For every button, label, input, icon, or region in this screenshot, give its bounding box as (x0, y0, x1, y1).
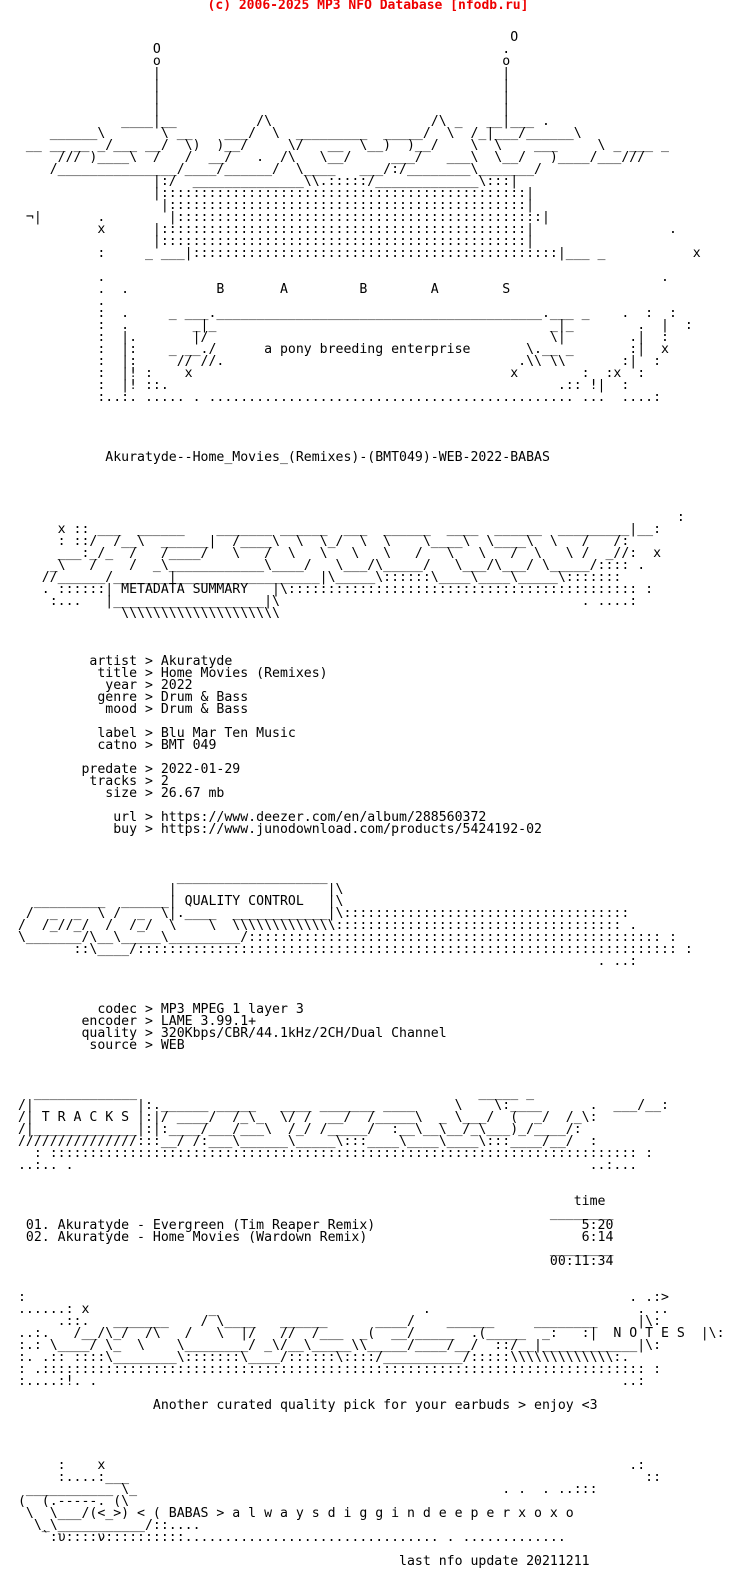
nfo-line: ___:_/_ / /____/ \ / \ \ \ \ / \ \ / \ \ / _//: x (10, 546, 662, 561)
nfo-line: /_______________/____/______/ \____ ___/:/________\_______/ (10, 162, 542, 177)
nfo-line: tracks > 2 (10, 774, 169, 789)
nfo-line: /// )____\ / / __/ . /\ \__/ ___/ ___\ \__/ )____/___/// (10, 150, 646, 165)
nfo-text (10, 8, 725, 1568)
nfo-line: title > Home Movies (Remixes) (10, 666, 328, 681)
nfo-line: |::::::::::::::::::::::::::::::::::::::::::::::| (10, 234, 535, 249)
nfo-line: ///////////////:::__/ /:___\______\_____\:::____\____\____\:::____/__/ : (10, 1134, 598, 1149)
nfo-line: __ __ __ _/___ __/ \) )__/ \/ __ \__) )__/ \ \ ___ \ _ ___ _ (10, 138, 669, 153)
nfo-line: x |::::::::::::::::::::::::::::::::::::::::::::::| . (10, 222, 677, 237)
nfo-line: artist > Akuratyde (10, 654, 233, 669)
nfo-line: | |\ (10, 882, 344, 897)
nfo-line: |::::::::::::::::::::::::::::::::::::::::::::::| (10, 186, 535, 201)
nfo-line: \_\___________/::.... (10, 1518, 201, 1533)
nfo-line: :... |___________________|\ . ....: (10, 594, 638, 609)
nfo-line: . ::::::| METADATA SUMMARY |\:::::::::::::::::::::::::::::::::::::::::::: : (10, 582, 654, 597)
nfo-line: ____|__ /\ /\ _ __|___ . (10, 114, 550, 129)
nfo-line: : |. |/ \| .| : (10, 330, 669, 345)
nfo-line: Another curated quality pick for your earbuds > enjoy <3 (10, 1398, 598, 1413)
nfo-line: |:::::::::::::::::::::::::::::::::::::::::::::| (10, 198, 535, 213)
nfo-line: ( (.-----. (\ (10, 1494, 130, 1509)
nfo-line: O (10, 30, 519, 45)
nfo-line: last nfo update 20211211 (10, 1554, 590, 1569)
nfo-line: . . (10, 270, 669, 285)
nfo-line: | | (10, 66, 511, 81)
nfo-line: url > https://www.deezer.com/en/album/288560372 (10, 810, 487, 825)
nfo-line: mood > Drum & Bass (10, 702, 249, 717)
nfo-line: ________ (10, 1206, 614, 1221)
nfo-line: :.: \____/ \_ \ \________/ _\/__\_____\\_____/____/__/ ::/__|____________|\: (10, 1338, 662, 1353)
nfo-line: ::\____/:::::::::::::::::::::::::::::::::::::::::::::::::::::::::::::::::::: : (10, 942, 693, 957)
nfo-line: : . .:> (10, 1290, 669, 1305)
nfo-line: 00:11:34 (10, 1254, 614, 1269)
nfo-line: | | (10, 102, 511, 117)
nfo-line: ______\ \ __ ___/ \ _________ _____/ \ /_|___/______\ (10, 126, 582, 141)
nfo-line: /|_____________|:|:____/___/___\ /_/ /_____/ :__\__\__/_\___)_/____/: (10, 1122, 582, 1137)
nfo-line: _\ / / _\____________\____/ \___/\_____/ \___/\___/ \_____/:::: . (10, 558, 646, 573)
nfo-line: o o (10, 54, 511, 69)
nfo-line: quality > 320Kbps/CBR/44.1kHz/2CH/Dual Channel (10, 1026, 447, 1041)
nfo-line: : ::/ /__\ ______| /____\ \ \_/ \ \ \____\ \____\ \ / /: (10, 534, 630, 549)
nfo-line: x :: ___ ______ _______ ______ ___ ______ ____ ______ _________|__: (10, 522, 662, 537)
nfo-line: :..:. ..... . .............................................. ... ....: (10, 390, 662, 405)
nfo-line: buy > https://www.junodownload.com/products/5424192-02 (10, 822, 542, 837)
nfo-line: //______/_______|__________________|\_____\::::::\____\____\_____\::::::: (10, 570, 622, 585)
nfo-line: ________ (10, 1242, 614, 1257)
nfo-line: predate > 2022-01-29 (10, 762, 241, 777)
nfo-line: .::. _______ / \____ ______ ____/ ______ ________ |\: (10, 1314, 662, 1329)
nfo-line: source > WEB (10, 1038, 185, 1053)
nfo-line: \\\\\\\\\\\\\\\\\\\\ (10, 606, 280, 621)
nfo-line: codec > MP3 MPEG 1 layer 3 (10, 1002, 304, 1017)
nfo-line: `:υ::::ν::::::::::................................ . ............. (10, 1530, 566, 1545)
nfo-line: ___________ \_ . . . ..::: (10, 1482, 598, 1497)
nfo-line: time (10, 1194, 606, 1209)
nfo-line: ..:.. . ..:... (10, 1158, 638, 1173)
nfo-line: : .:::::::::::::::::::::::::::::::::::::::::::::::::::::::::::::::::::::::::::: : (10, 1362, 662, 1377)
nfo-line: : . _ ___._________________________________________.___ _ . : : (10, 306, 677, 321)
nfo-line: :....:!. . ..: (10, 1374, 646, 1389)
nfo-line: year > 2022 (10, 678, 193, 693)
nfo-line: : _ ___|::::::::::::::::::::::::::::::::::::::::::::::|___ _ x (10, 246, 701, 261)
nfo-line: \ \___/(<_>) < ( BABAS > a l w a y s d i g g i n d e e p e r x o x o (10, 1506, 574, 1521)
nfo-line: ......: x _ . . .. (10, 1302, 669, 1317)
nfo-line: | | (10, 78, 511, 93)
nfo-line: / _ _ \ / _ \|.____ ____________|\:::::::::::::::::::::::::::::::::::: (10, 906, 630, 921)
nfo-line: : |! : x x : :x : (10, 366, 646, 381)
nfo-line: : |! ::. .:: !| : (10, 378, 630, 393)
nfo-line: : |: _ __./ a pony breeding enterprise \.__ _ :| x (10, 342, 669, 357)
nfo-line: |:/ ______________\\.:::::/_____________\:::| (10, 174, 519, 189)
nfo-line: . (10, 294, 106, 309)
nfo-line: catno > BMT 049 (10, 738, 217, 753)
nfo-line: Akuratyde--Home_Movies_(Remixes)-(BMT049)-WEB-2022-BABAS (10, 450, 550, 465)
nfo-line: genre > Drum & Bass (10, 690, 249, 705)
nfo-line: 02. Akuratyde - Home Movies (Wardown Remix) 6:14 (10, 1230, 614, 1245)
site-credit: (c) 2006-2025 MP3 NFO Database [nfodb.ru] (207, 0, 529, 13)
nfo-line: ¬| . |::::::::::::::::::::::::::::::::::::::::::::::| (10, 210, 550, 225)
nfo-line: :....:___ :: (10, 1470, 662, 1485)
nfo-line: / /_//_/ / /_/ \ \ \\\\\\\\\\\\\:::::::::::::::::::::::::::::::::::: . (10, 918, 638, 933)
nfo-line: . ..: (10, 954, 638, 969)
nfo-line: ..:. /__/\_/ /\ / \ |/ // /___ _( __/_____ .(_____ _: :| N O T E S |\: (10, 1326, 725, 1341)
nfo-line: : |: // //. .\\ \\ :| : (10, 354, 662, 369)
nfo-line: _____________ _____ _ (10, 1086, 535, 1101)
nfo-line: _________ ______| QUALITY CONTROL |\ (10, 894, 344, 909)
nfo-line: : :::::::::::::::::::::::::::::::::::::::::::::::::::::::::::::::::::::::::: : (10, 1146, 654, 1161)
nfo-line: : x .: (10, 1458, 646, 1473)
nfo-line: O . (10, 42, 511, 57)
nfo-line: :. .:: ::::\________\:::::::\____/::::::\::::/__________/:::::\\\\\\\\\\\\\:. (10, 1350, 630, 1365)
nfo-line: : . _|_ _|_ . | : (10, 318, 693, 333)
nfo-line: encoder > LAME 3.99.1+ (10, 1014, 257, 1029)
nfo-line: : (10, 510, 685, 525)
nfo-line: \_______/\__\_____\_________/:::::::::::::::::::::::::::::::::::::::::::::::::::: : (10, 930, 677, 945)
nfo-line: 01. Akuratyde - Evergreen (Tim Reaper Remix) 5:20 (10, 1218, 614, 1233)
nfo-line: | | (10, 90, 511, 105)
nfo-line: size > 26.67 mb (10, 786, 225, 801)
nfo-line: /| T R A C K S |:|/ ____/ /_\_ \/ / __/ /_____\ _ \___/ ( _/ /_\: (10, 1110, 598, 1125)
nfo-line: /| |:.______ _____ ____ _______ ____ \ \:____ . ___/__: (10, 1098, 669, 1113)
nfo-line: ___________________ (10, 870, 328, 885)
nfo-line: . . B A B A S (10, 282, 511, 297)
nfo-line: label > Blu Mar Ten Music (10, 726, 296, 741)
